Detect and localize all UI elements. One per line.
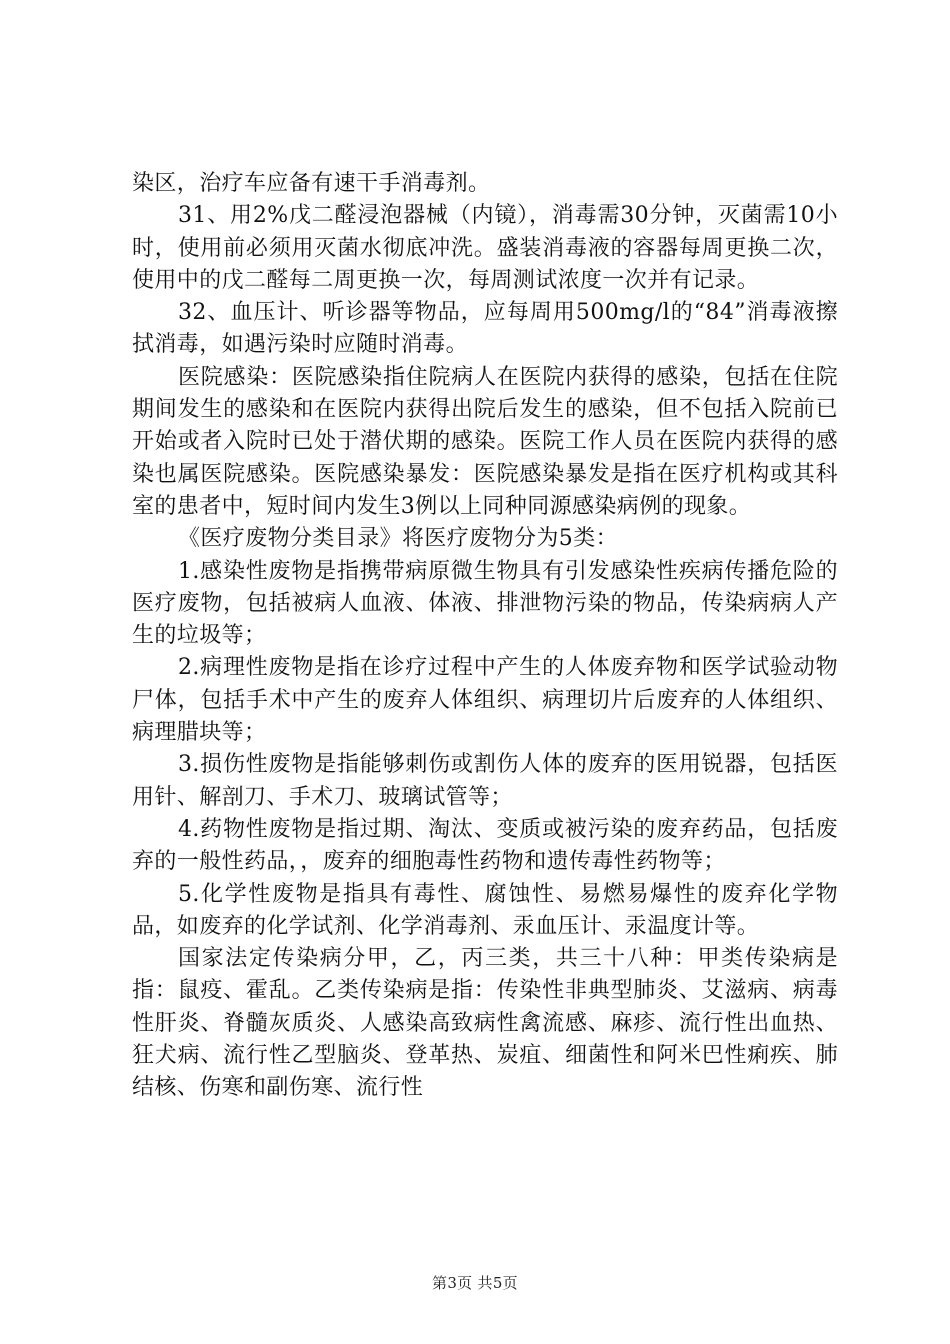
page-number-footer: 第3页 共5页: [432, 1274, 518, 1292]
paragraph-waste-type-3: 3.损伤性废物是指能够刺伤或割伤人体的废弃的医用锐器，包括医用针、解剖刀、手术刀、玻璃试管等；: [132, 752, 838, 810]
document-body: [132, 168, 838, 1105]
paragraph-item-31: 31、用2%戊二醛浸泡器械（内镜），消毒需30分钟，灭菌需10小时，使用前必须用灭菌水彻底冲洗。盛装消毒液的容器每周更换二次，使用中的戊二醛每二周更换一次，每周测试浓度一次并有记录。: [132, 203, 838, 293]
paragraph-hospital-infection: 医院感染：医院感染指住院病人在医院内获得的感染，包括在住院期间发生的感染和在医院内获得出院后发生的感染，但不包括入院前已开始或者入院时已处于潜伏期的感染。医院工作人员在医院内获得的感染也属医院感染。医院感染暴发：医院感染暴发是指在医疗机构或其科室的患者中，短时间内发生3例以上同种同源感染病例的现象。: [132, 364, 838, 519]
paragraph-infectious-diseases: 国家法定传染病分甲，乙，丙三类，共三十八种：甲类传染病是指：鼠疫、霍乱。乙类传染病是指：传染性非典型肺炎、艾滋病、病毒性肝炎、脊髓灰质炎、人感染高致病性禽流感、麻疹、流行性出血热、狂犬病、流行性乙型脑炎、登革热、炭疽、细菌性和阿米巴性痢疾、肺结核、伤寒和副伤寒、流行性: [132, 946, 838, 1101]
paragraph-waste-type-5: 5.化学性废物是指具有毒性、腐蚀性、易燃易爆性的废弃化学物品，如废弃的化学试剂、化学消毒剂、汞血压计、汞温度计等。: [132, 881, 838, 939]
paragraph-waste-type-1: 1.感染性废物是指携带病原微生物具有引发感染性疾病传播危险的医疗废物，包括被病人血液、体液、排泄物污染的物品，传染病病人产生的垃圾等；: [132, 558, 838, 649]
paragraph-waste-type-2: 2.病理性废物是指在诊疗过程中产生的人体废弃物和医学试验动物尸体，包括手术中产生的废弃人体组织、病理切片后废弃的人体组织、病理腊块等；: [132, 655, 838, 746]
paragraph-waste-catalog: 《医疗废物分类目录》将医疗废物分为5类：: [178, 526, 618, 552]
paragraph-item-32: 32、血压计、听诊器等物品，应每周用500mg/l的“84”消毒液擦拭消毒，如遇污染时应随时消毒。: [132, 300, 838, 358]
paragraph-waste-type-4: 4.药物性废物是指过期、淘汰、变质或被污染的废弃药品，包括废弃的一般性药品，，废弃的细胞毒性药物和遗传毒性药物等；: [132, 816, 838, 875]
paragraph-continuation: 染区，治疗车应备有速干手消毒剂。: [132, 171, 491, 196]
